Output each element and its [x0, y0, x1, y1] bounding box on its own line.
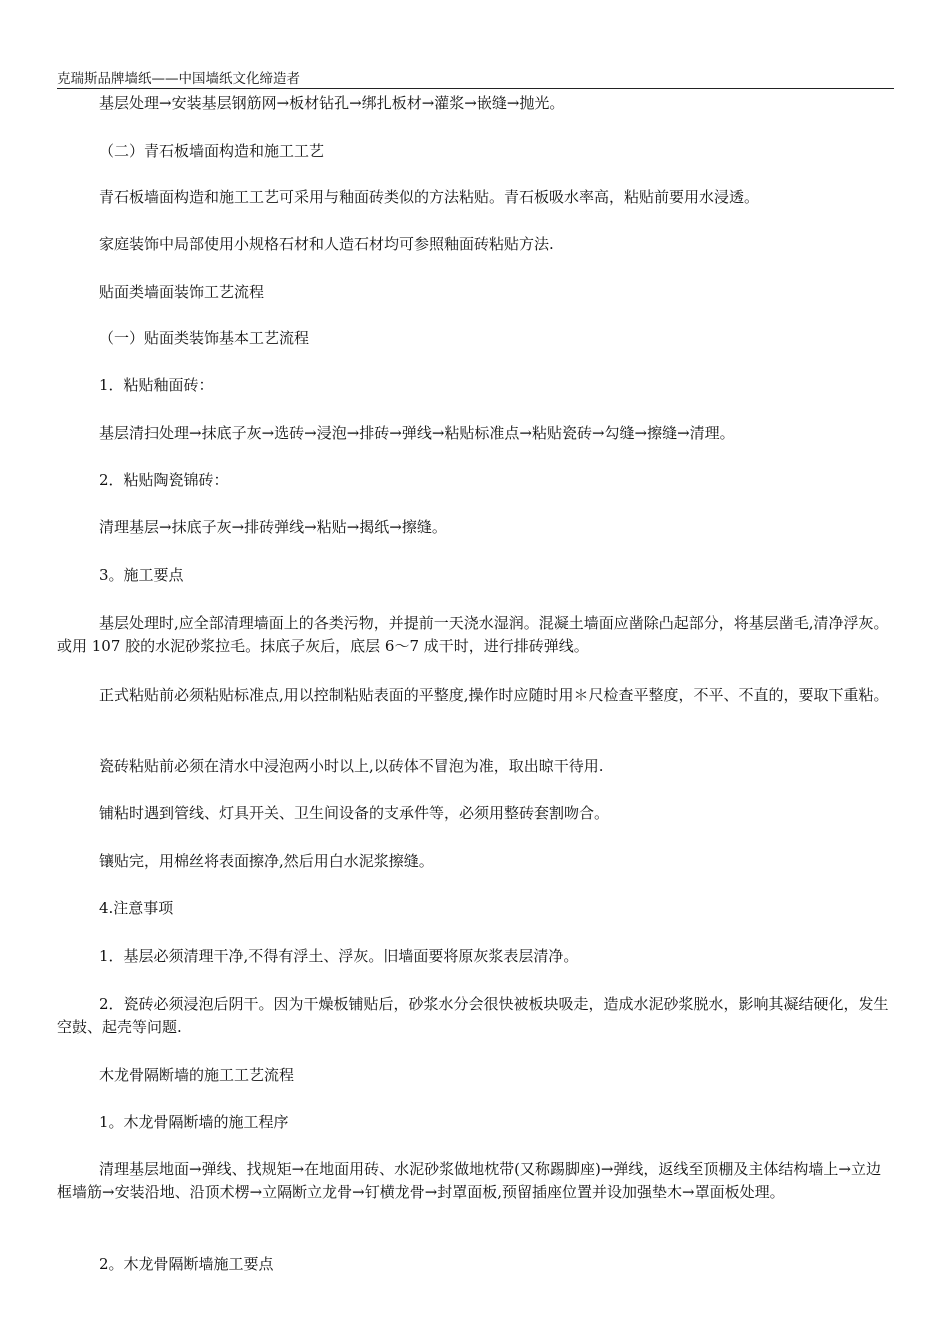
heading-wood-keel-procedure: 1。木龙骨隔断墙的施工程序	[99, 1113, 289, 1131]
paragraph-note-1: 1．基层必须清理干净,不得有浮土、浮灰。旧墙面要将原灰浆表层清净。	[99, 947, 579, 965]
paragraph-finish-clean: 镶贴完，用棉丝将表面擦净,然后用白水泥浆擦缝。	[99, 852, 434, 870]
paragraph-base-treatment: 基层处理时,应全部清理墙面上的各类污物，并提前一天浇水湿润。混凝土墙面应凿除凸起部分，将基层凿毛,清净浮灰。或用 107 胶的水泥砂浆拉毛。抹底子灰后，底层 6～7 成干时，进行排砖弹线。	[57, 614, 889, 655]
header-title: 克瑞斯品牌墙纸——中国墙纸文化缔造者	[57, 71, 300, 87]
paragraph-standard-points: 正式粘贴前必须粘贴标准点,用以控制粘贴表面的平整度,操作时应随时用＊尺检查平整度，不平、不直的，要取下重粘。	[99, 686, 889, 704]
heading-facing-process: 贴面类墙面装饰工艺流程	[99, 283, 265, 301]
paragraph-soak-tiles: 瓷砖粘贴前必须在清水中浸泡两小时以上,以砖体不冒泡为准，取出晾干待用.	[99, 757, 604, 775]
paragraph-mosaic-steps: 清理基层→抹底子灰→排砖弹线→粘贴→揭纸→擦缝。	[99, 518, 447, 536]
heading-wood-keel-key-points: 2。木龙骨隔断墙施工要点	[99, 1255, 274, 1273]
paragraph-home-decoration: 家庭装饰中局部使用小规格石材和人造石材均可参照釉面砖粘贴方法.	[99, 235, 554, 253]
heading-glazed-tile: 1．粘贴釉面砖：	[99, 376, 214, 394]
heading-bluestone: （二）青石板墙面构造和施工工艺	[99, 142, 325, 160]
paragraph-pipes-fixtures: 铺粘时遇到管线、灯具开关、卫生间设备的支承件等，必须用整砖套割吻合。	[99, 804, 610, 822]
paragraph-note-2: 2．瓷砖必须浸泡后阴干。因为干燥板铺贴后，砂浆水分会很快被板块吸走，造成水泥砂浆脱水，影响其凝结硬化，发生空鼓、起壳等问题.	[57, 995, 889, 1036]
heading-key-points: 3。施工要点	[99, 566, 184, 584]
paragraph-process-stone: 基层处理→安装基层钢筋网→板材钻孔→绑扎板材→灌浆→嵌缝→抛光。	[99, 94, 565, 112]
page-header	[57, 70, 894, 89]
paragraph-glazed-tile-steps: 基层清扫处理→抹底子灰→选砖→浸泡→排砖→弹线→粘贴标准点→粘贴瓷砖→勾缝→擦缝→清理。	[99, 424, 735, 442]
heading-wood-keel-wall: 木龙骨隔断墙的施工工艺流程	[99, 1066, 295, 1084]
paragraph-bluestone: 青石板墙面构造和施工工艺可采用与釉面砖类似的方法粘贴。青石板吸水率高，粘贴前要用水浸透。	[99, 188, 760, 206]
heading-notes: 4.注意事项	[99, 899, 174, 917]
heading-mosaic-tile: 2．粘贴陶瓷锦砖：	[99, 471, 229, 489]
paragraph-wood-keel-steps: 清理基层地面→弹线、找规矩→在地面用砖、水泥砂浆做地枕带(又称踢脚座)→弹线，返线至顶棚及主体结构墙上→立边框墙筋→安装沿地、沿顶术楞→立隔断立龙骨→钉横龙骨→封罩面板,预留插座位置并设加强垫木→罩面板处理。	[57, 1160, 881, 1201]
heading-basic-process: （一）贴面类装饰基本工艺流程	[99, 329, 310, 347]
